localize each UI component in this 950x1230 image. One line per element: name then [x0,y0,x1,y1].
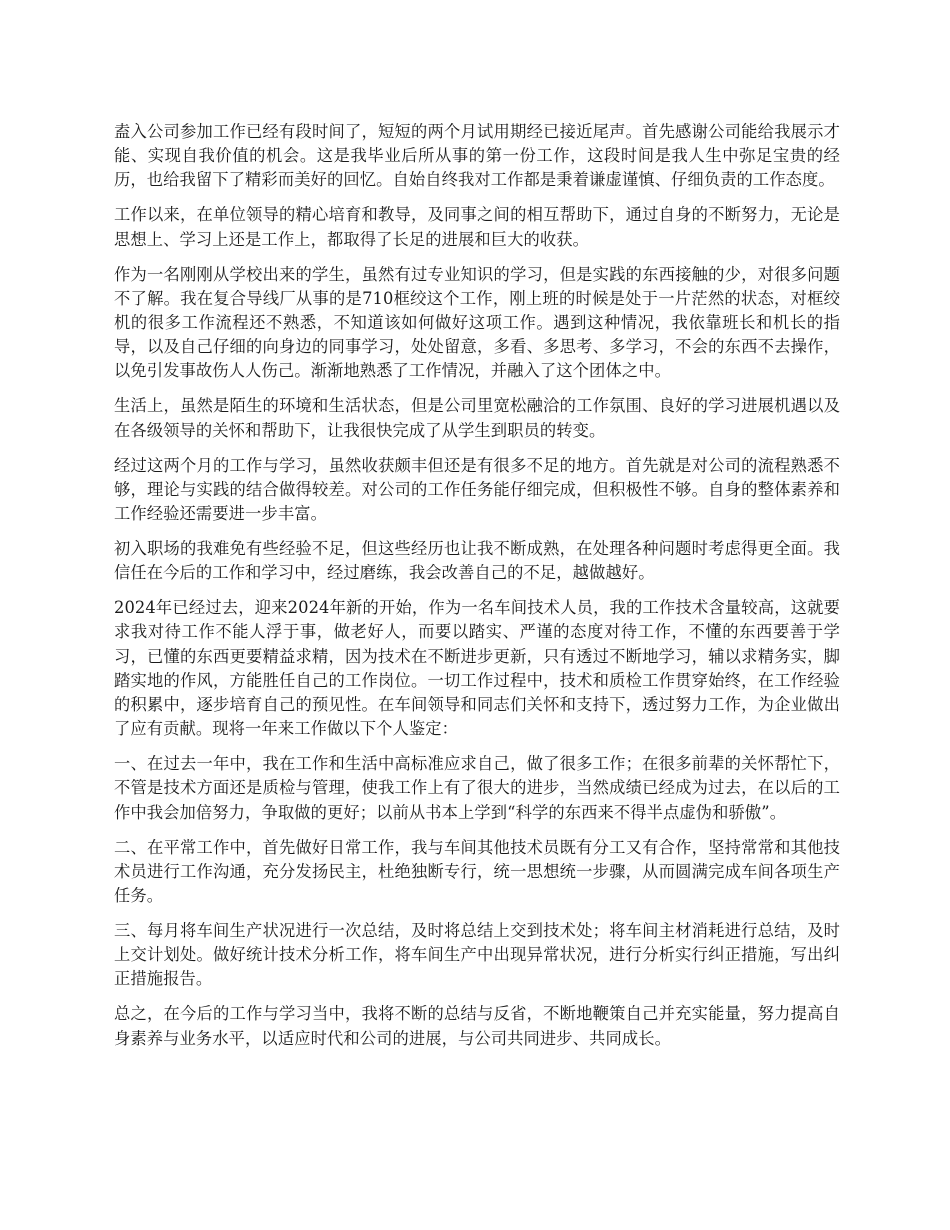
paragraph-3: 作为一名刚刚从学校出来的学生，虽然有过专业知识的学习，但是实践的东西接触的少，对很多问题不了解。我在复合导线厂从事的是710框绞这个工作，刚上班的时候是处于一片茫然的状态，对框绞机的很多工作流程还不熟悉，不知道该如何做好这项工作。遇到这种情况，我依靠班长和机长的指导，以及自己仔细的向身边的同事学习，处处留意，多看、多思考、多学习，不会的东西不去操作，以免引发事故伤人人伤己。渐渐地熟悉了工作情况，并融入了这个团体之中。 [114,264,840,381]
paragraph-6: 初入职场的我难免有些经验不足，但这些经历也让我不断成熟，在处理各种问题时考虑得更全面。我信任在今后的工作和学习中，经过磨练，我会改善自己的不足，越做越好。 [114,539,840,583]
paragraph-2: 工作以来，在单位领导的精心培育和教导，及同事之间的相互帮助下，通过自身的不断努力，无论是思想上、学习上还是工作上，都取得了长足的进展和巨大的收获。 [114,205,840,249]
paragraph-7: 2024年已经过去，迎来2024年新的开始，作为一名车间技术人员，我的工作技术含量较高，这就要求我对待工作不能人浮于事，做老好人，而要以踏实、严谨的态度对待工作，不懂的东西要善于学习，已懂的东西更要精益求精，因为技术在不断进步更新，只有透过不断地学习，辅以求精务实，脚踏实地的作风，方能胜任自己的工作岗位。一切工作过程中，技术和质检工作贯穿始终，在工作经验的积累中，逐步培育自己的预见性。在车间领导和同志们关怀和支持下，透过努力工作，为企业做出了应有贡献。现将一年来工作做以下个人鉴定： [114,598,840,739]
paragraph-9: 二、在平常工作中，首先做好日常工作，我与车间其他技术员既有分工又有合作，坚持常常和其他技术员进行工作沟通，充分发扬民主，杜绝独断专行，统一思想统一步骤，从而圆满完成车间各项生产任务。 [114,837,840,906]
paragraph-4: 生活上，虽然是陌生的环境和生活状态，但是公司里宽松融洽的工作氛围、良好的学习进展机遇以及在各级领导的关怀和帮助下，让我很快完成了从学生到职员的转变。 [114,396,840,440]
paragraph-1: 盍入公司参加工作已经有段时间了，短短的两个月试用期经已接近尾声。首先感谢公司能给我展示才能、实现自我价值的机会。这是我毕业后所从事的第一份工作，这段时间是我人生中弥足宝贵的经历，也给我留下了精彩而美好的回忆。自始自终我对工作都是秉着谦虚谨慎、仔细负责的工作态度。 [114,122,840,190]
paragraph-11: 总之，在今后的工作与学习当中，我将不断的总结与反省，不断地鞭策自己并充实能量，努力提高自身素养与业务水平，以适应时代和公司的进展，与公司共同进步、共同成长。 [114,1004,840,1048]
paragraph-5: 经过这两个月的工作与学习，虽然收获颇丰但还是有很多不足的地方。首先就是对公司的流程熟悉不够，理论与实践的结合做得较差。对公司的工作任务能仔细完成，但积极性不够。自身的整体素养和工作经验还需要进一步丰富。 [114,455,840,524]
paragraph-8: 一、在过去一年中，我在工作和生活中高标准应求自己，做了很多工作；在很多前辈的关怀帮忙下，不管是技术方面还是质检与管理，使我工作上有了很大的进步，当然成绩已经成为过去，在以后的工作中我会加倍努力，争取做的更好；以前从书本上学到“科学的东西来不得半点虚伪和骄傲”。 [114,754,840,822]
paragraph-10: 三、每月将车间生产状况进行一次总结，及时将总结上交到技术处；将车间主材消耗进行总结，及时上交计划处。做好统计技术分析工作，将车间生产中出现异常状况，进行分析实行纠正措施，写出纠正措施报告。 [114,921,840,989]
document-body [114,120,840,1062]
